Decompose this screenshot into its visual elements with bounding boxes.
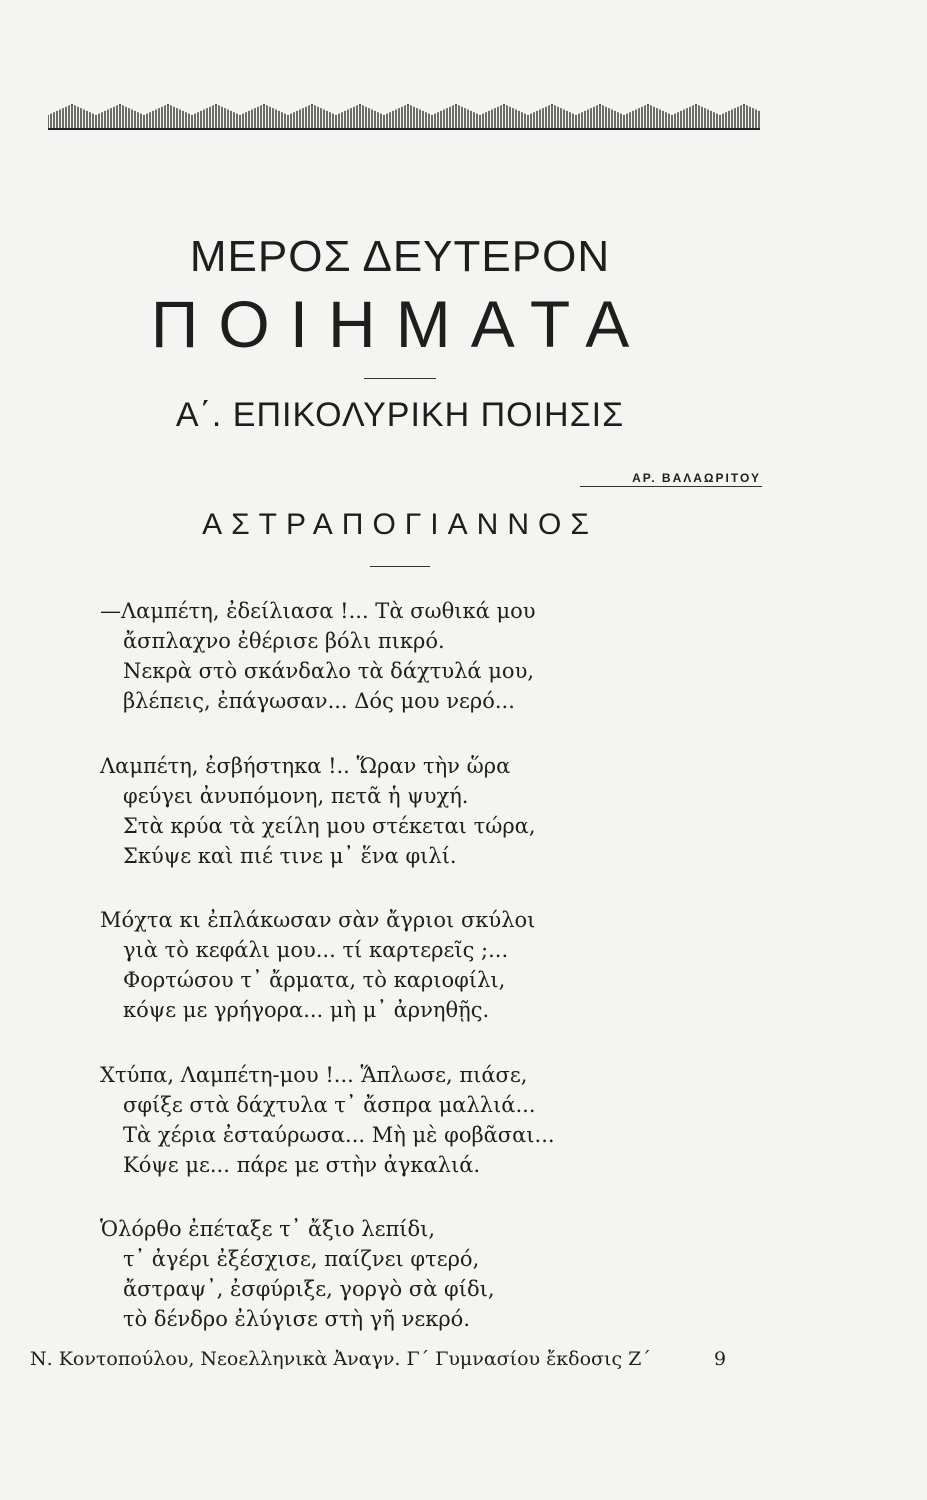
footer-note: Ν. Κοντοπούλου, Νεοελληνικὰ Ἀναγν. Γ΄ Γυμνασίου ἔκδοσις Ζ΄ [30,1348,651,1370]
poem-line: Κόψε με... πάρε με στὴν ἀγκαλιά. [123,1153,481,1177]
part-title: ΜΕΡΟΣ ΔΕΥΤΕΡΟΝ [189,232,611,281]
poem-line: Χτύπα, Λαμπέτη-μου !... Ἅπλωσε, πιάσε, [100,1063,528,1087]
section-title: Α΄. ΕΠΙΚΟΛΥΡΙΚΗ ΠΟΙΗΣΙΣ [175,396,625,434]
title-divider [364,378,436,379]
poem-line: Ὁλόρθο ἐπέταξε τ᾿ ἄξιο λεπίδι, [100,1217,436,1241]
main-title: ΠΟΙΗΜΑΤΑ [150,287,650,361]
poem-line: Σκύψε καὶ πιέ τινε μ᾿ ἕνα φιλί. [123,844,457,868]
poem-line: Τὰ χέρια ἐσταύρωσα... Μὴ μὲ φοβᾶσαι... [123,1123,555,1147]
poem-line: κόψε με γρήγορα... μὴ μ᾿ ἀρνηθῇς. [123,998,490,1022]
poem-line: γιὰ τὸ κεφάλι μου... τί καρτερεῖς ;... [123,938,509,962]
poem-line: Φορτώσου τ᾿ ἄρματα, τὸ καριοφίλι, [123,968,506,992]
author-underline [580,486,762,487]
poem-line: Νεκρὰ στὸ σκάνδαλο τὰ δάχτυλά μου, [123,659,535,683]
poem-line: Λαμπέτη, ἐσβήστηκα !.. Ὥραν τὴν ὥρα [100,754,511,778]
poem-line: τὸ δένδρο ἐλύγισε στὴ γῆ νεκρό. [123,1307,471,1331]
decorative-border [48,100,760,130]
poem-line: —Λαμπέτη, ἐδείλιασα !... Τὰ σωθικά μου [100,599,536,623]
poem-line: τ᾿ ἀγέρι ἐξέσχισε, παίζνει φτερό, [123,1247,480,1271]
poem-line: Μόχτα κι ἐπλάκωσαν σὰν ἄγριοι σκύλοι [100,908,536,932]
page-number: 9 [714,1348,727,1370]
author-name: ΑΡ. ΒΑΛΑΩΡΙΤΟΥ [632,471,761,485]
poem-line: φεύγει ἀνυπόμονη, πετᾶ ἡ ψυχή. [123,784,469,808]
poem-line: βλέπεις, ἐπάγωσαν... Δός μου νερό... [123,689,515,713]
poem-line: Στὰ κρύα τὰ χείλη μου στέκεται τώρα, [123,814,536,838]
poem-line: ἄσπλαχνο ἐθέρισε βόλι πικρό. [123,629,445,653]
poem-title: ΑΣΤΡΑΠΟΓΙΑΝΝΟΣ [202,508,598,541]
poem-title-divider [370,566,430,567]
poem-line: ἄστραψ᾿, ἐσφύριξε, γοργὸ σὰ φίδι, [123,1277,495,1301]
poem-line: σφίξε στὰ δάχτυλα τ᾿ ἄσπρα μαλλιά... [123,1093,536,1117]
